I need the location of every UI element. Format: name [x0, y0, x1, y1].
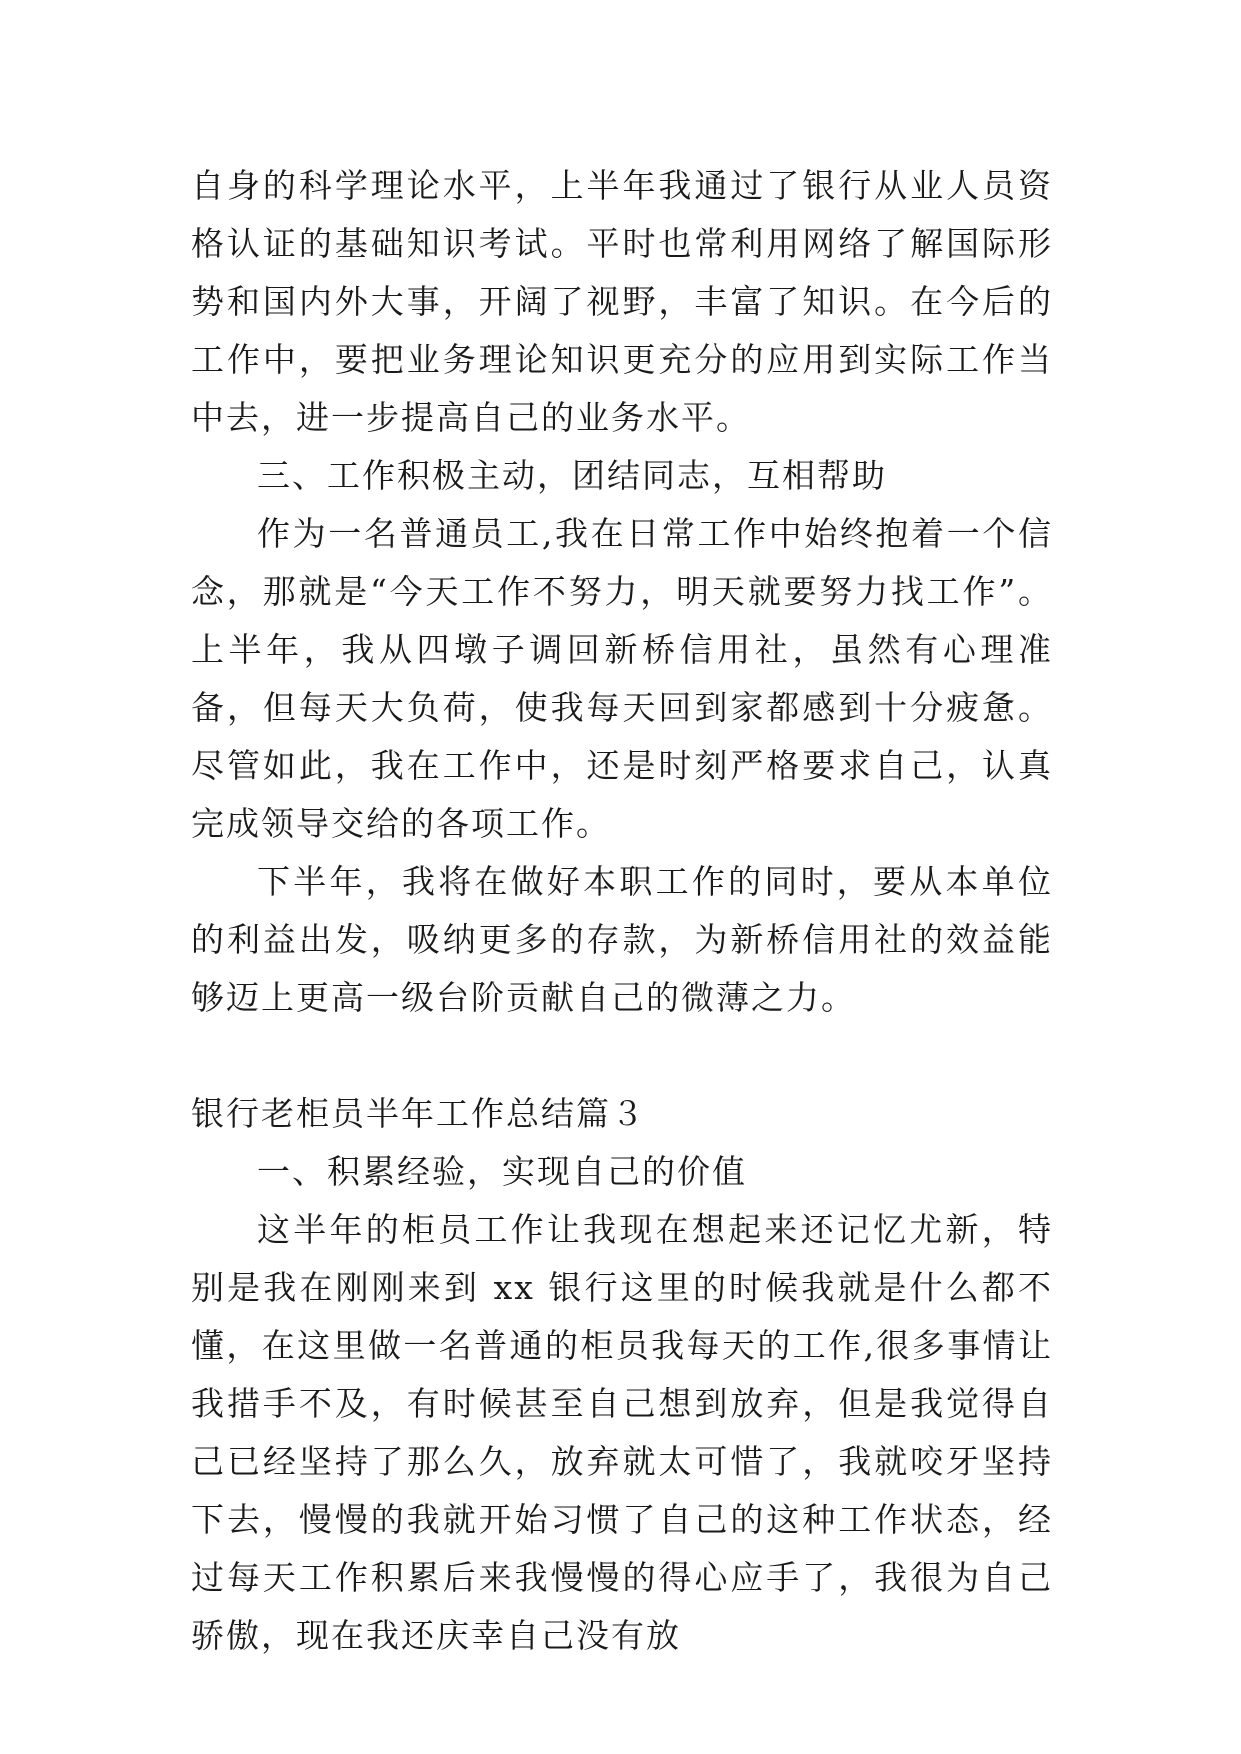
- paragraph-second-half-plan: 下半年，我将在做好本职工作的同时，要从本单位的利益出发，吸纳更多的存款，为新桥信用社的效益能够迈上更高一级台阶贡献自己的微薄之力。: [191, 862, 1053, 1017]
- article-title: 银行老柜员半年工作总结篇３: [191, 1094, 646, 1133]
- heading-section-three: 三、工作积极主动，团结同志，互相帮助: [257, 456, 887, 495]
- paragraph-teller-experience: 这半年的柜员工作让我现在想起来还记忆尤新，特别是我在刚刚来到 xx 银行这里的时候我就是什么都不懂，在这里做一名普通的柜员我每天的工作,很多事情让我措手不及，有时候甚至自己想到放弃，但是我觉得自己已经坚持了那么久，放弃就太可惜了，我就咬牙坚持下去，慢慢的我就开始习惯了自己的这种工作状态，经过每天工作积累后来我慢慢的得心应手了，我很为自己骄傲，现在我还庆幸自己没有放: [191, 1210, 1053, 1655]
- document-body: [191, 157, 1053, 1665]
- paragraph-theory-level: 自身的科学理论水平，上半年我通过了银行从业人员资格认证的基础知识考试。平时也常利用网络了解国际形势和国内外大事，开阔了视野，丰富了知识。在今后的工作中，要把业务理论知识更充分的应用到实际工作当中去，进一步提高自己的业务水平。: [191, 166, 1053, 437]
- paragraph-ordinary-employee: 作为一名普通员工,我在日常工作中始终抱着一个信念，那就是“今天工作不努力，明天就要努力找工作”。上半年，我从四墩子调回新桥信用社，虽然有心理准备，但每天大负荷，使我每天回到家都感到十分疲惫。尽管如此，我在工作中，还是时刻严格要求自己，认真完成领导交给的各项工作。: [191, 514, 1053, 843]
- heading-section-one: 一、积累经验，实现自己的价值: [257, 1152, 747, 1191]
